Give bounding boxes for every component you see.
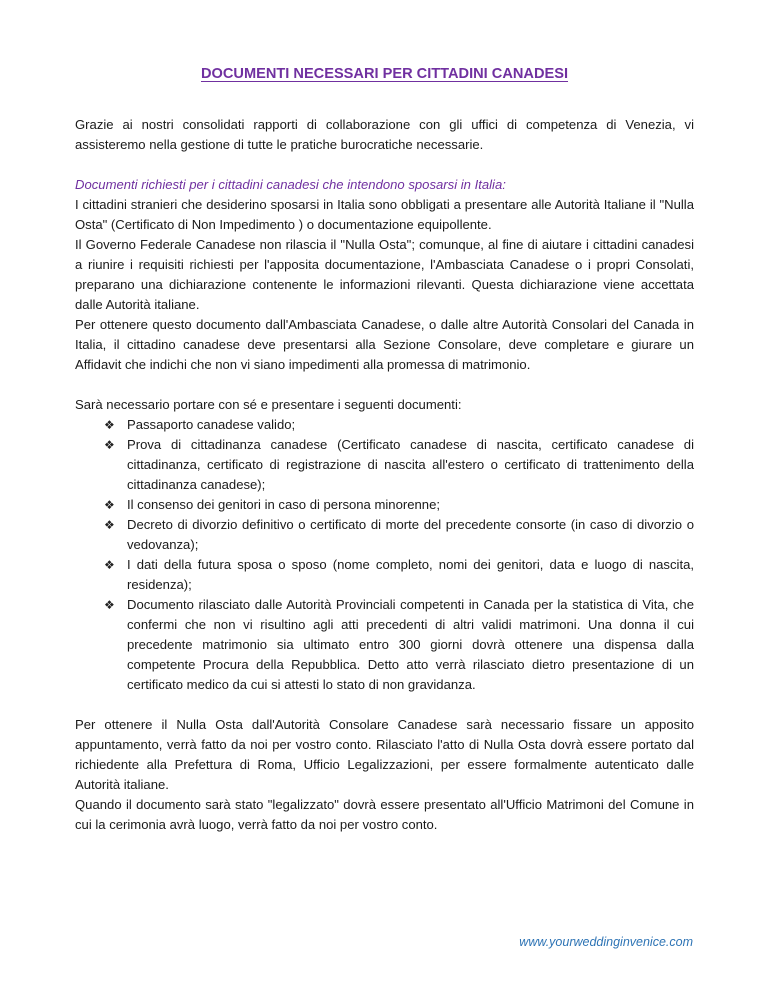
list-item-text: Decreto di divorzio definitivo o certificato di morte del precedente consorte (in caso di divorzio o vedovanza); [127,517,694,552]
body-paragraph: I cittadini stranieri che desiderino sposarsi in Italia sono obbligati a presentare alle Autorità Italiane il "Nulla Osta" (Certificato di Non Impedimento ) o documentazione equipollente. [75,197,694,232]
closing-paragraph: Per ottenere il Nulla Osta dall'Autorità Consolare Canadese sarà necessario fissare un apposito appuntamento, verrà fatto da noi per vostro conto. Rilasciato l'atto di Nulla Osta dovrà essere portato dal richiedente alla Prefettura di Roma, Ufficio Legalizzazioni, per essere formalmente autenticato dalle Autorità italiane. [75,717,694,792]
diamond-bullet-icon: ❖ [104,518,115,532]
diamond-bullet-icon: ❖ [104,438,115,452]
diamond-bullet-icon: ❖ [104,558,115,572]
list-item-text: Prova di cittadinanza canadese (Certificato canadese di nascita, certificato canadese di cittadinanza, certificato di registrazione di nascita all'estero o certificato di trattenimento della cittadinanza canadese); [127,437,694,492]
document-page [75,60,694,835]
spacer [75,155,694,175]
list-item-text: Il consenso dei genitori in caso di persona minorenne; [127,497,440,512]
list-item [104,415,694,435]
documents-lead: Sarà necessario portare con sé e presentare i seguenti documenti: [75,397,462,412]
website-link[interactable]: www.yourweddinginvenice.com [519,935,693,949]
spacer [75,375,694,395]
page-title: DOCUMENTI NECESSARI PER CITTADINI CANADESI [200,66,569,82]
section-heading: Documenti richiesti per i cittadini canadesi che intendono sposarsi in Italia: [75,177,506,192]
list-item-text: Documento rilasciato dalle Autorità Provinciali competenti in Canada per la statistica di Vita, che confermi che non vi risultino agli atti precedenti di altri validi matrimoni. Una donna il cui precedente matrimonio sia ultimato entro 300 giorni dovrà ottenere una dispensa dalla competente Procura della Repubblica. Detto atto verrà rilasciato dietro presentazione di un certificato medico da cui si attesti lo stato di non gravidanza. [127,597,694,692]
list-item [104,495,694,515]
spacer [75,695,694,715]
list-item [104,515,694,555]
list-item [104,435,694,495]
diamond-bullet-icon: ❖ [104,418,115,432]
body-paragraph: Il Governo Federale Canadese non rilascia il "Nulla Osta"; comunque, al fine di aiutare i cittadini canadesi a riunire i requisiti richiesti per l'apposita documentazione, l'Ambasciata Canadese o i propri Consolati, preparano una dichiarazione contenente le informazioni rilevanti. Questa dichiarazione viene accettata dalle Autorità italiane. [75,237,694,312]
diamond-bullet-icon: ❖ [104,598,115,612]
list-item [104,555,694,595]
list-item-text: Passaporto canadese valido; [127,417,296,432]
intro-paragraph: Grazie ai nostri consolidati rapporti di collaborazione con gli uffici di competenza di Venezia, vi assisteremo nella gestione di tutte le pratiche burocratiche necessarie. [75,117,694,152]
diamond-bullet-icon: ❖ [104,498,115,512]
documents-list [75,415,694,695]
list-item-text: I dati della futura sposa o sposo (nome completo, nomi dei genitori, data e luogo di nascita, residenza); [127,557,694,592]
body-paragraph: Per ottenere questo documento dall'Ambasciata Canadese, o dalle altre Autorità Consolari del Canada in Italia, il cittadino canadese deve presentarsi alla Sezione Consolare, deve completare e giurare un Affidavit che indichi che non vi siano impedimenti alla promessa di matrimonio. [75,317,694,372]
closing-paragraph: Quando il documento sarà stato "legalizzato" dovrà essere presentato all'Ufficio Matrimoni del Comune in cui la cerimonia avrà luogo, verrà fatto da noi per vostro conto. [75,797,694,832]
list-item [104,595,694,695]
